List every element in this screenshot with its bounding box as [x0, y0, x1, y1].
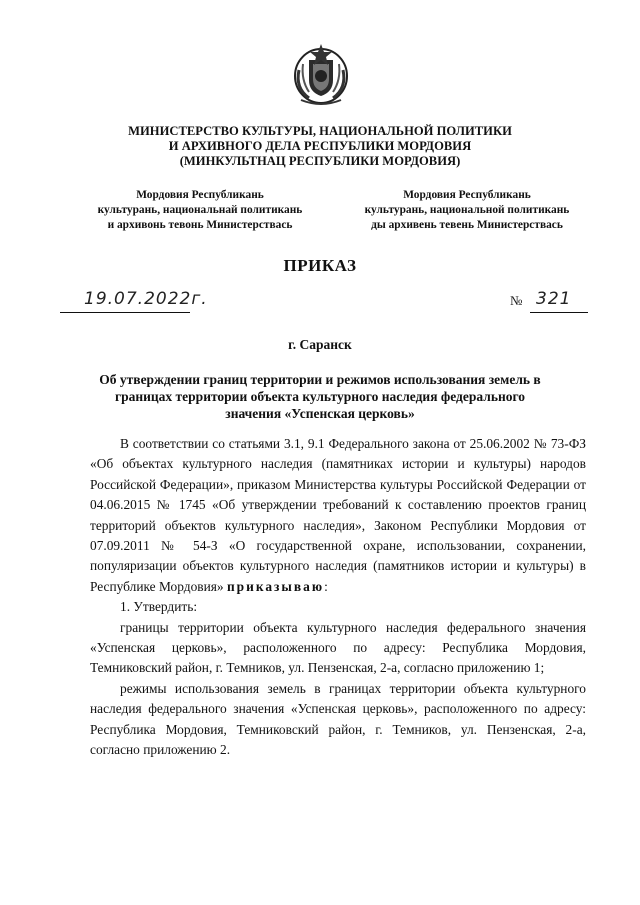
date-field — [60, 288, 208, 313]
left-line-2: культурань, национальнай политикань — [97, 204, 303, 216]
title-line-1: Об утверждении границ территории и режимов использования земель в — [99, 372, 541, 387]
item-1: 1. Утвердить: — [120, 599, 198, 615]
document-body — [90, 434, 586, 761]
title-line-2: границах территории объекта культурного наследия федерального — [114, 389, 526, 404]
ministry-line-3: (МИНКУЛЬТНАЦ РЕСПУБЛИКИ МОРДОВИЯ) — [179, 154, 461, 168]
ministry-name-moksha — [80, 188, 320, 233]
ministry-name — [60, 124, 580, 169]
coat-of-arms-icon — [291, 40, 351, 106]
handwritten-date: 19.07.2022г. — [84, 289, 208, 309]
left-line-1: Мордовия Республикань — [136, 189, 264, 201]
ministry-name-erzya — [332, 188, 602, 233]
document-type: ПРИКАЗ — [283, 256, 357, 275]
title-line-3: значения «Успенская церковь» — [225, 406, 415, 421]
right-line-2: культурань, национальной политикань — [364, 204, 570, 216]
item-1b: режимы использования земель в границах территории объекта культурного наследия федерального значения «Успенская церковь», расположенного по адресу: Республика Мордовия, Темниковский район, г. Темников, ул. Пензенская, 2-а, согласно приложению 2. — [90, 680, 586, 758]
number-label: № — [510, 293, 523, 308]
item-1a: границы территории объекта культурного наследия федерального значения «Успенская церковь», расположенного по адресу: Республика Мордовия, Темниковский район, г. Темников, ул. Пензенская, 2-а, согласно приложению 1; — [90, 619, 586, 676]
right-line-1: Мордовия Республикань — [403, 189, 531, 201]
preamble-paragraph — [90, 434, 586, 597]
preamble-end: : — [324, 578, 328, 594]
order-word: приказываю — [226, 578, 325, 594]
preamble-text: В соответствии со статьями 3.1, 9.1 Федерального закона от 25.06.2002 № 73-ФЗ «Об объектах культурного наследия (памятниках истории и культуры) народов Российской Федерации», приказом Министерства культуры Российской Федерации от 04.06.2015 № 1745 «Об утверждении требований к составлению проектов границ территорий объектов культурного наследия», Законом Республики Мордовия от 07.09.2011 № 54-З «О государственной охране, использовании, сохранении, популяризации объектов культурного наследия (памятников истории и культуры) в Республике Мордовия» — [90, 436, 586, 594]
right-line-3: ды архивень тевень Министерствась — [371, 219, 563, 231]
document-title — [60, 371, 580, 422]
handwritten-number: 321 — [536, 289, 572, 309]
left-line-3: и архивонь тевонь Министерствась — [107, 219, 293, 231]
number-field — [530, 288, 588, 313]
city: г. Саранск — [288, 337, 352, 352]
ministry-line-2: И АРХИВНОГО ДЕЛА РЕСПУБЛИКИ МОРДОВИЯ — [168, 139, 472, 153]
ministry-line-1: МИНИСТЕРСТВО КУЛЬТУРЫ, НАЦИОНАЛЬНОЙ ПОЛИТИКИ — [128, 124, 512, 138]
